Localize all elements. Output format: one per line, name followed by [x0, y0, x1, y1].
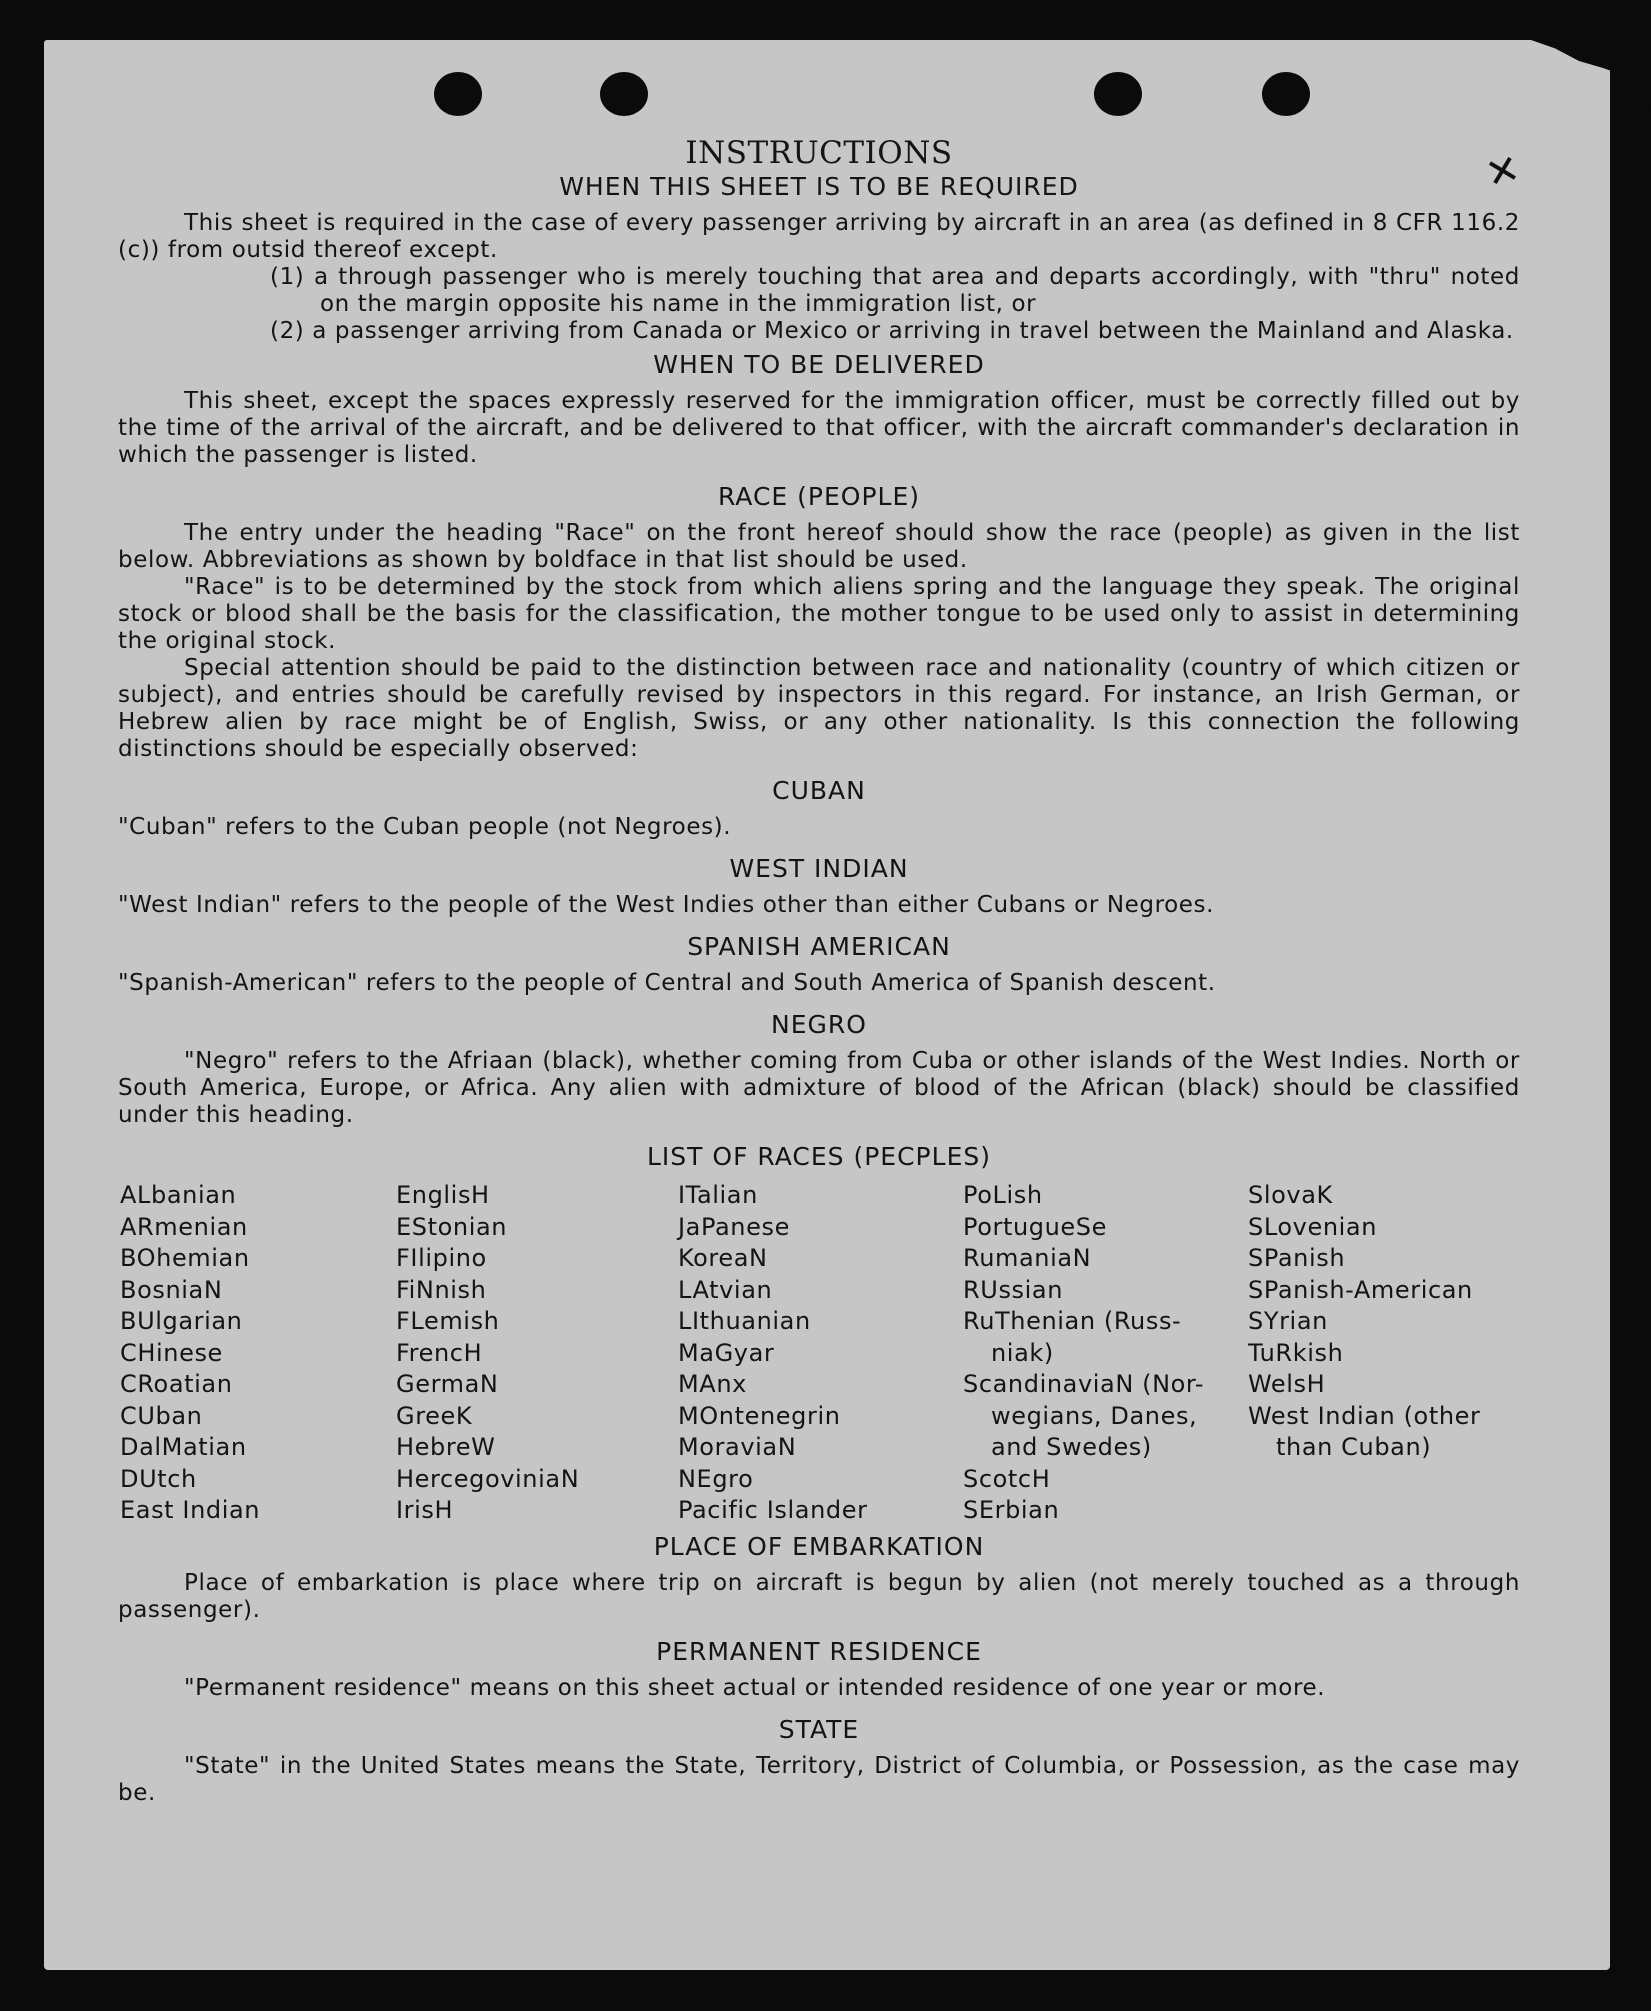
- race-entry: RUssian: [963, 1275, 1064, 1304]
- race-entry: FiNnish: [396, 1275, 487, 1304]
- race-entry: SPanish-American: [1248, 1275, 1473, 1304]
- race-entry: SlovaK: [1248, 1181, 1333, 1209]
- section-heading-required: WHEN THIS SHEET IS TO BE REQUIRED: [559, 172, 1079, 201]
- race-entry: SErbian: [963, 1496, 1060, 1524]
- race-entry: SLovenian: [1248, 1212, 1378, 1241]
- punch-hole: [600, 72, 648, 116]
- race-entry: ScandinaviaN (Nor-: [963, 1370, 1205, 1398]
- race-entry: NEgro: [678, 1464, 754, 1493]
- race-entry: DalMatian: [120, 1433, 247, 1461]
- races-column-3: [678, 1180, 963, 1527]
- section-heading-spanish-american: SPANISH AMERICAN: [687, 932, 951, 961]
- race-entry: MAnx: [678, 1370, 747, 1398]
- section-heading-residence: PERMANENT RESIDENCE: [656, 1636, 982, 1666]
- punch-hole: [1094, 72, 1142, 116]
- required-intro: This sheet is required in the case of every passenger arriving by aircraft in an area (as defined in 8 CFR 116.2 (c)) from outsid thereof except.: [118, 210, 1520, 263]
- race-entry: MaGyar: [678, 1338, 775, 1367]
- section-heading-race: RACE (PEOPLE): [717, 482, 921, 511]
- race-entry: RumaniaN: [963, 1244, 1092, 1272]
- race-entry: RuThenian (Russ-: [963, 1307, 1182, 1335]
- race-entry: CRoatian: [120, 1370, 233, 1398]
- race-entry: ALbanian: [120, 1181, 237, 1209]
- race-entry: MOntenegrin: [678, 1401, 841, 1430]
- race-entry: FrencH: [396, 1338, 483, 1367]
- race-entry: LIthuanian: [678, 1307, 811, 1335]
- race-entry: IrisH: [396, 1496, 454, 1524]
- race-entry: East Indian: [120, 1496, 261, 1524]
- race-entry: TuRkish: [1248, 1338, 1344, 1367]
- race-entry: CHinese: [120, 1338, 223, 1367]
- section-heading-delivered: WHEN TO BE DELIVERED: [653, 350, 985, 379]
- race-entry: EStonian: [396, 1212, 508, 1241]
- race-entry-continued: than Cuban): [1276, 1433, 1432, 1461]
- race-paragraph-2: "Race" is to be determined by the stock from which aliens spring and the language they speak. The original stock or blood shall be the basis for the classification, the mother tongue to be used only to assist in determining the original stock.: [118, 574, 1520, 654]
- punch-hole: [1262, 72, 1310, 116]
- race-entry: ITalian: [678, 1181, 758, 1209]
- embarkation-text: Place of embarkation is place where trip on aircraft is begun by alien (not merely touched as a through passenger).: [118, 1569, 1520, 1623]
- race-entry: West Indian (other: [1248, 1401, 1481, 1430]
- required-item-1: (1) a through passenger who is merely touching that area and departs accordingly, with "thru" noted on the margin opposite his name in the immigration list, or: [270, 264, 1520, 317]
- race-entry: BosniaN: [120, 1275, 223, 1304]
- page-title: INSTRUCTIONS: [685, 135, 953, 171]
- race-entry: FIlipino: [396, 1244, 487, 1272]
- race-entry: HebreW: [396, 1433, 496, 1461]
- state-text: "State" in the United States means the State, Territory, District of Columbia, or Possession, as the case may be.: [118, 1752, 1520, 1806]
- instructions-content: [118, 128, 1525, 1807]
- race-entry: FLemish: [396, 1307, 500, 1335]
- race-entry-continued: wegians, Danes,: [991, 1401, 1198, 1430]
- race-entry: SYrian: [1248, 1307, 1328, 1335]
- race-entry: SPanish: [1248, 1244, 1346, 1272]
- races-list: [120, 1180, 1520, 1527]
- negro-text: "Negro" refers to the Afriaan (black), whether coming from Cuba or other islands of the West Indies. North or South America, Europe, or Africa. Any alien with admixture of blood of the African (black) should be classified under this heading.: [118, 1048, 1520, 1128]
- race-entry: ARmenian: [120, 1212, 248, 1241]
- race-entry: KoreaN: [678, 1244, 768, 1272]
- race-entry-continued: and Swedes): [991, 1433, 1152, 1461]
- section-heading-list-of-races: LIST OF RACES (PECPLES): [647, 1142, 991, 1171]
- delivered-text: This sheet, except the spaces expressly reserved for the immigration officer, must be correctly filled out by the time of the arrival of the aircraft, and be delivered to that officer, with the aircraft commander's declaration in which the passenger is listed.: [118, 388, 1520, 468]
- race-entry: EnglisH: [396, 1181, 490, 1209]
- west-indian-text: "West Indian" refers to the people of the West Indies other than either Cubans or Negroes.: [118, 892, 1215, 918]
- race-entry-continued: niak): [991, 1338, 1054, 1367]
- punch-hole: [434, 72, 482, 116]
- race-entry: PoLish: [963, 1181, 1043, 1209]
- race-entry: GermaN: [396, 1370, 499, 1398]
- races-column-2: [396, 1180, 678, 1527]
- section-heading-negro: NEGRO: [771, 1010, 867, 1039]
- race-entry: WelsH: [1248, 1370, 1326, 1398]
- race-entry: CUban: [120, 1401, 203, 1430]
- residence-text: "Permanent residence" means on this sheet actual or intended residence of one year or more.: [184, 1674, 1326, 1701]
- section-heading-west-indian: WEST INDIAN: [729, 854, 909, 883]
- race-paragraph-1: The entry under the heading "Race" on the front hereof should show the race (people) as given in the list below. Abbreviations as shown by boldface in that list should be used.: [118, 520, 1520, 573]
- section-heading-cuban: CUBAN: [772, 776, 866, 805]
- race-entry: GreeK: [396, 1401, 473, 1430]
- race-entry: DUtch: [120, 1464, 197, 1493]
- race-entry: BUlgarian: [120, 1307, 243, 1335]
- cuban-text: "Cuban" refers to the Cuban people (not Negroes).: [118, 814, 732, 840]
- race-entry: PortugueSe: [963, 1212, 1107, 1241]
- section-heading-embarkation: PLACE OF EMBARKATION: [653, 1531, 985, 1561]
- race-entry: JaPanese: [678, 1212, 790, 1241]
- race-entry: ScotcH: [963, 1464, 1051, 1493]
- race-entry: Pacific Islander: [678, 1496, 868, 1524]
- race-entry: MoraviaN: [678, 1433, 797, 1461]
- handwritten-check-mark: ✕: [1481, 145, 1525, 199]
- race-entry: HercegoviniaN: [396, 1464, 580, 1493]
- races-column-1: [120, 1180, 396, 1527]
- section-heading-state: STATE: [778, 1714, 860, 1744]
- races-column-4: [963, 1180, 1248, 1527]
- required-item-2: (2) a passenger arriving from Canada or Mexico or arriving in travel between the Mainland and Alaska.: [270, 318, 1514, 344]
- race-entry: LAtvian: [678, 1275, 773, 1304]
- race-paragraph-3: Special attention should be paid to the distinction between race and nationality (country of which citizen or subject), and entries should be carefully revised by inspectors in this regard. For instance, an Irish German, or Hebrew alien by race might be of English, Swiss, or any other nationality. Is this connection the following distinctions should be especially observed:: [118, 655, 1520, 762]
- races-column-5: [1248, 1180, 1508, 1527]
- race-entry: BOhemian: [120, 1244, 250, 1272]
- spanish-american-text: "Spanish-American" refers to the people of Central and South America of Spanish descent.: [118, 970, 1216, 996]
